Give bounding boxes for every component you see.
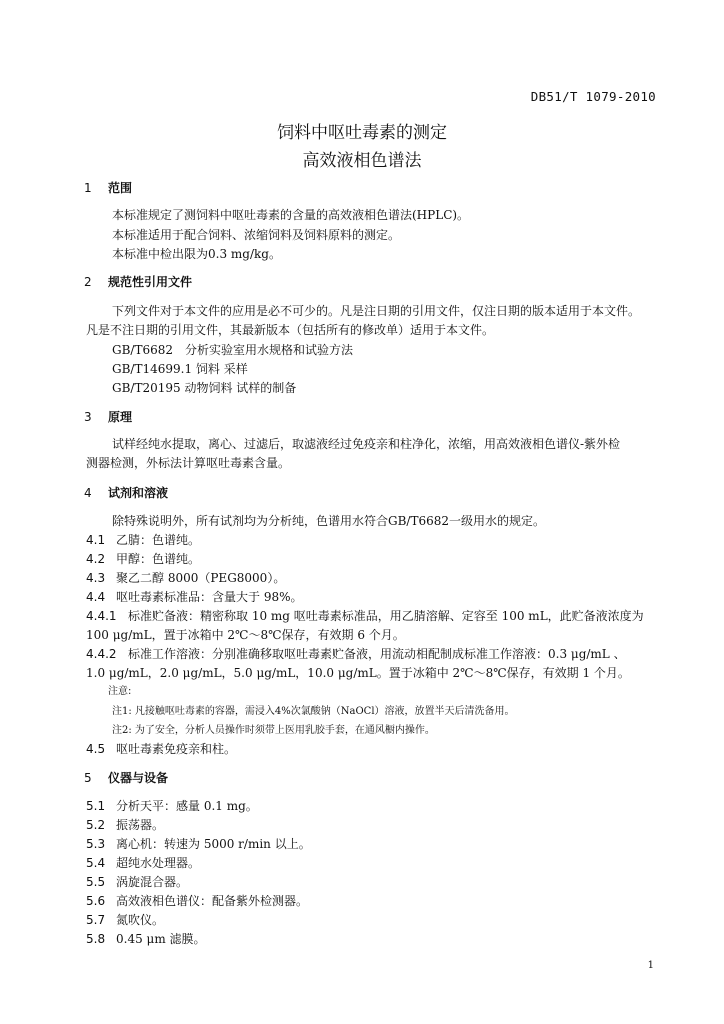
- list-item: 4.2 甲醇：色谱纯。: [86, 552, 201, 566]
- paragraph: 本标准中检出限为0.3 mg/kg。: [112, 247, 281, 261]
- section-1-heading: [84, 180, 132, 196]
- list-item: 5.8 0.45 μm 滤膜。: [86, 932, 206, 946]
- section-4-heading: [84, 485, 168, 501]
- list-item: 5.3 离心机：转速为 5000 r/min 以上。: [86, 837, 311, 851]
- list-item: 4.5 呕吐毒素免疫亲和柱。: [86, 742, 237, 756]
- section-title: 规范性引用文件: [108, 275, 193, 289]
- list-item: 4.4 呕吐毒素标准品：含量大于 98%。: [86, 590, 303, 604]
- section-number: 2: [84, 275, 92, 289]
- section-number: 1: [84, 181, 92, 195]
- section-number: 5: [84, 771, 92, 785]
- paragraph: 凡是不注日期的引用文件，其最新版本（包括所有的修改单）适用于本文件。: [86, 323, 495, 337]
- list-item: 4.1 乙腈：色谱纯。: [86, 533, 201, 547]
- list-item: 5.2 振荡器。: [86, 818, 165, 832]
- paragraph: 本标准适用于配合饲料、浓缩饲料及饲料原料的测定。: [112, 228, 401, 242]
- document-code: DB51/T 1079-2010: [530, 89, 656, 104]
- title-line-1: 饲料中呕吐毒素的测定: [277, 123, 447, 143]
- paragraph: 除特殊说明外，所有试剂均为分析纯，色谱用水符合GB/T6682一级用水的规定。: [112, 514, 545, 528]
- page-number: 1: [647, 960, 654, 971]
- paragraph: 本标准规定了测饲料中呕吐毒素的含量的高效液相色谱法(HPLC)。: [112, 208, 470, 222]
- list-item: 4.4.1 标准贮备液：精密称取 10 mg 呕吐毒素标准品，用乙腈溶解、定容至 100 mL，此贮备液浓度为: [86, 609, 644, 623]
- list-item: 5.5 涡旋混合器。: [86, 875, 189, 889]
- paragraph: 下列文件对于本文件的应用是必不可少的。凡是注日期的引用文件，仅注日期的版本适用于本文件。: [112, 304, 641, 318]
- section-title: 仪器与设备: [108, 771, 169, 785]
- section-3-heading: [84, 409, 132, 425]
- paragraph: 测器检测，外标法计算呕吐毒素含量。: [86, 456, 291, 470]
- section-title: 原理: [108, 410, 133, 424]
- list-item-continuation: 1.0 μg/mL，2.0 μg/mL，5.0 μg/mL，10.0 μg/mL。置于冰箱中 2℃～8℃保存，有效期 1 个月。: [86, 666, 630, 680]
- list-item: 5.4 超纯水处理器。: [86, 856, 201, 870]
- reference-item: GB/T14699.1 饲料 采样: [112, 362, 248, 376]
- list-item: 4.3 聚乙二醇 8000（PEG8000）。: [86, 571, 286, 585]
- reference-item: GB/T20195 动物饲料 试样的制备: [112, 381, 297, 395]
- note-1: 注1: 凡接触呕吐毒素的容器，需浸入4%次氯酸钠（NaOCl）溶液，放置半天后清洗备用。: [112, 706, 515, 717]
- section-number: 3: [84, 410, 92, 424]
- list-item: 4.4.2 标准工作溶液：分别准确移取呕吐毒素贮备液，用流动相配制成标准工作溶液：0.3 μg/mL 、: [86, 647, 626, 661]
- list-item: 5.7 氮吹仪。: [86, 913, 165, 927]
- list-item: 5.6 高效液相色谱仪：配备紫外检测器。: [86, 894, 309, 908]
- list-item: 5.1 分析天平：感量 0.1 mg。: [86, 799, 258, 813]
- section-number: 4: [84, 486, 92, 500]
- list-item-continuation: 100 μg/mL，置于冰箱中 2℃～8℃保存，有效期 6 个月。: [86, 628, 405, 642]
- note-title: 注意:: [108, 686, 132, 697]
- section-title: 范围: [108, 181, 133, 195]
- section-title: 试剂和溶液: [108, 486, 169, 500]
- section-5-heading: [84, 770, 168, 786]
- section-2-heading: [84, 274, 192, 290]
- title-line-2: 高效液相色谱法: [302, 151, 422, 171]
- note-2: 注2: 为了安全，分析人员操作时须带上医用乳胶手套，在通风橱内操作。: [112, 725, 435, 736]
- paragraph: 试样经纯水提取，离心、过滤后，取滤液经过免疫亲和柱净化，浓缩，用高效液相色谱仪-紫外检: [112, 437, 621, 451]
- reference-item: GB/T6682 分析实验室用水规格和试验方法: [112, 343, 353, 357]
